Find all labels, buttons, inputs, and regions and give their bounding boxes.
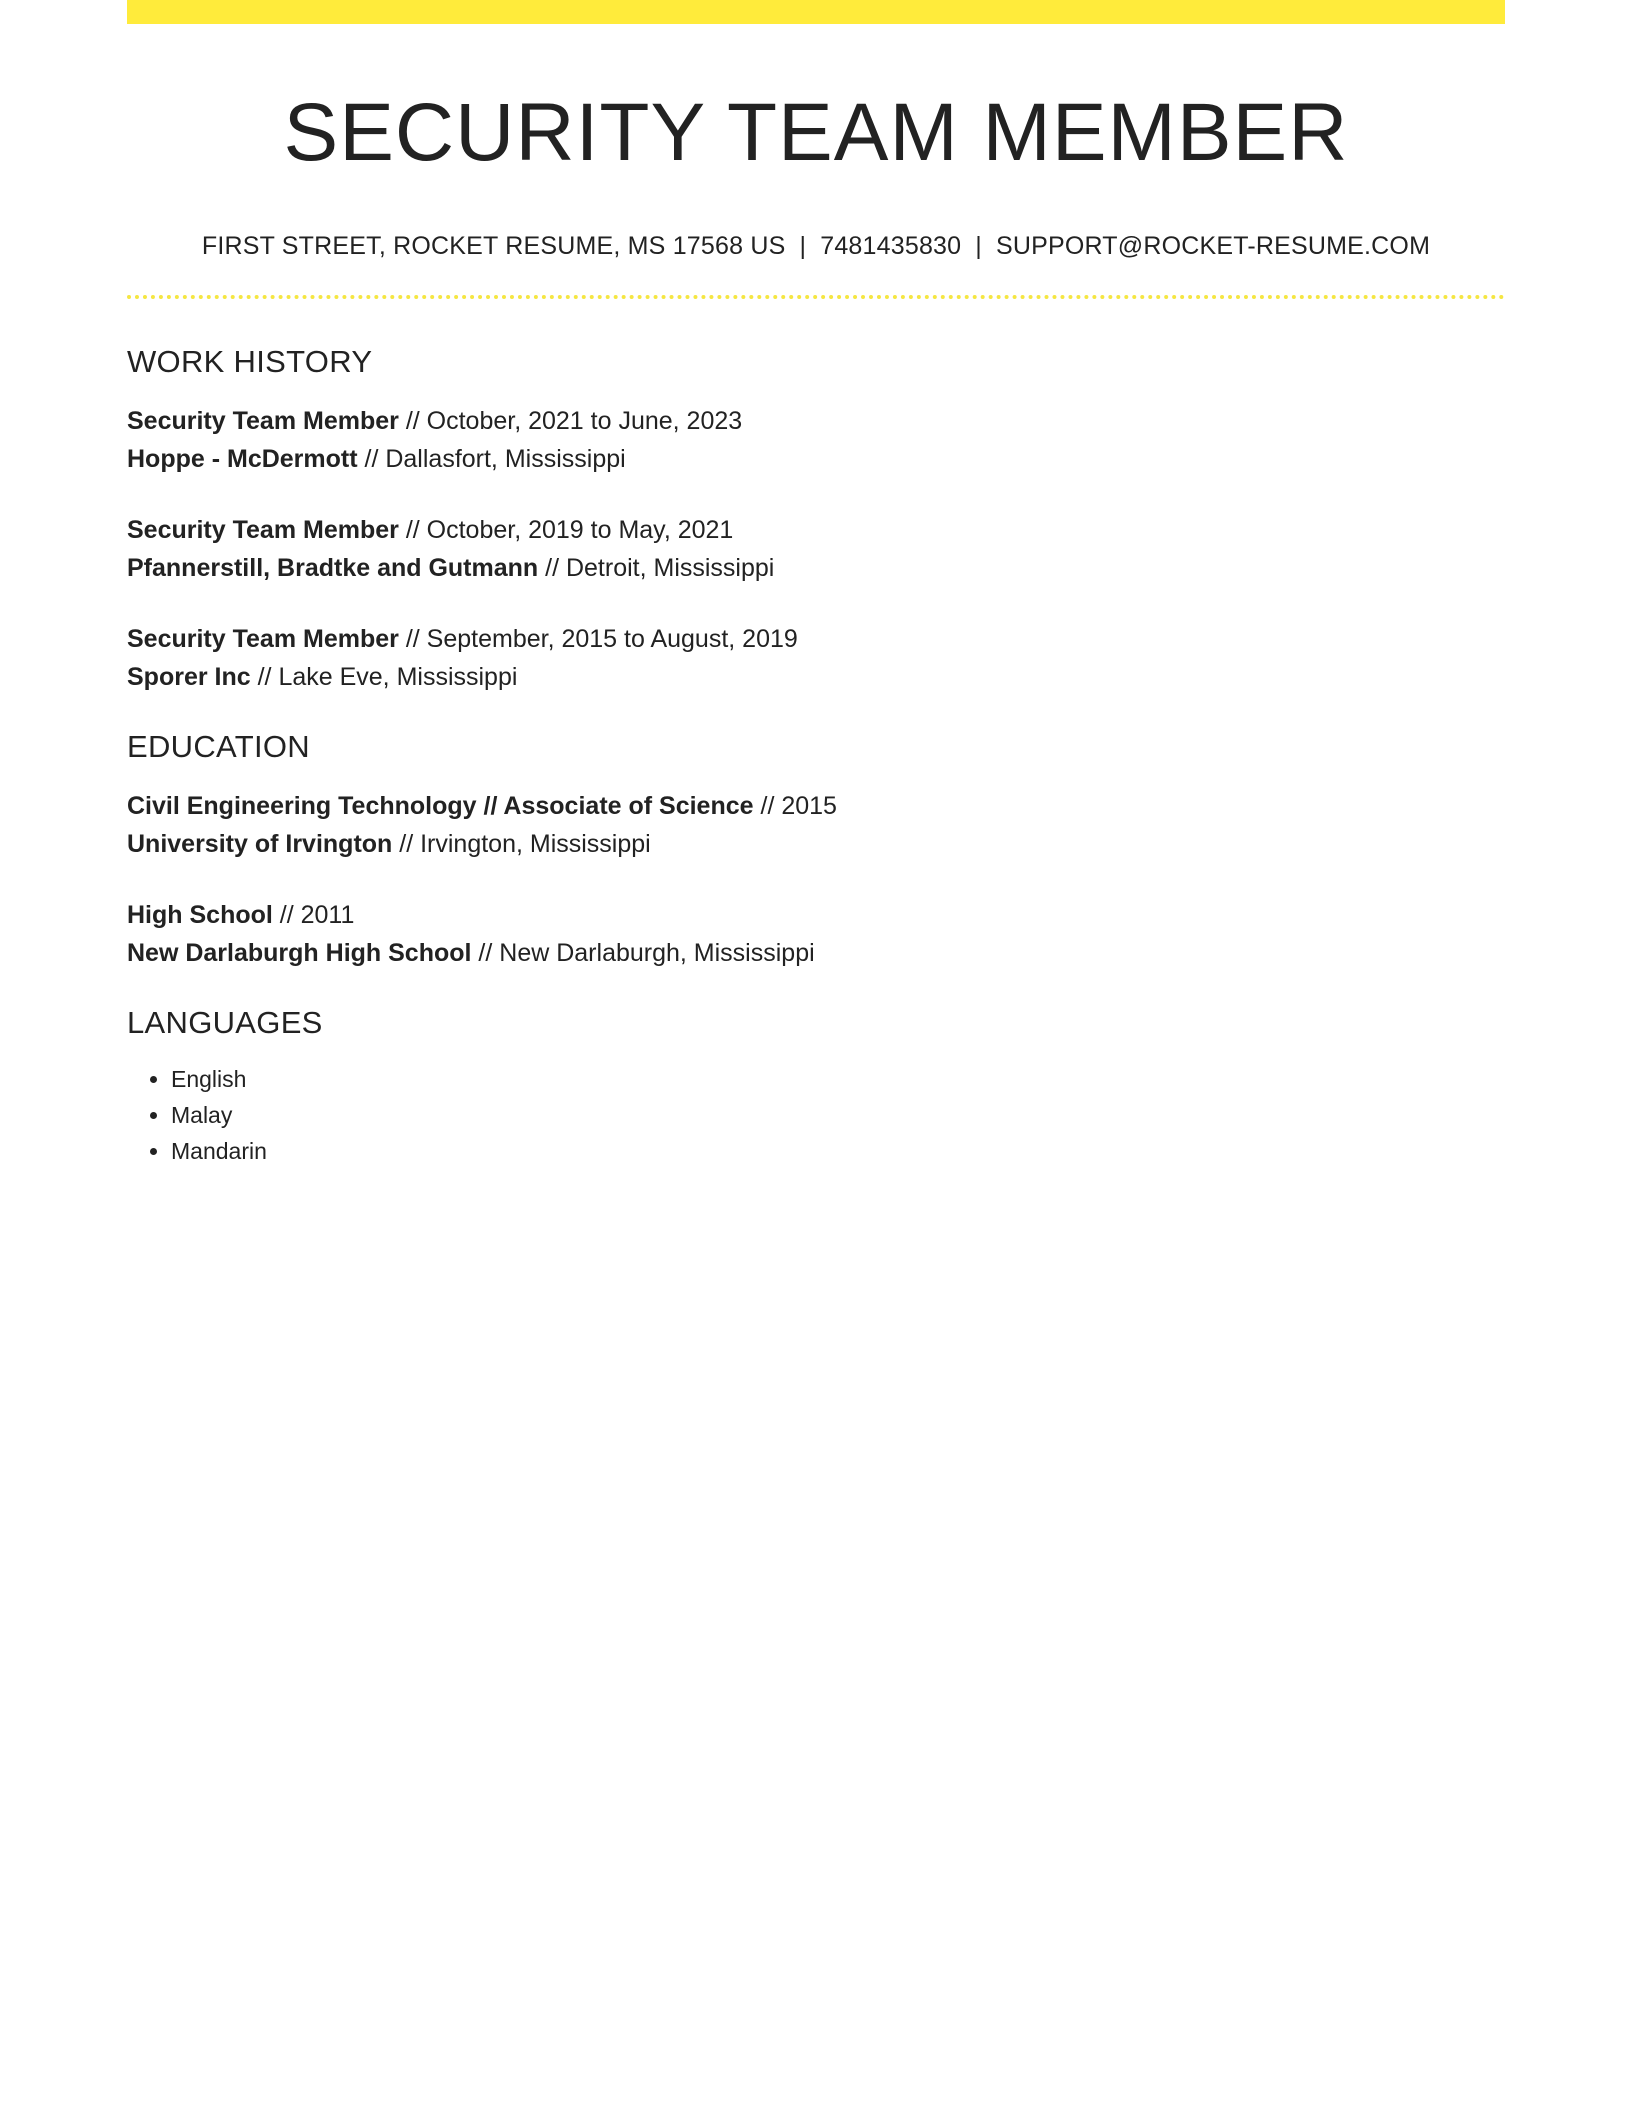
education-section bbox=[127, 728, 1505, 972]
work-entry-company: Sporer Inc bbox=[127, 663, 251, 692]
language-item: • Mandarin bbox=[171, 1133, 1505, 1169]
resume-page bbox=[127, 0, 1505, 1169]
work-entry-role-line bbox=[127, 511, 1505, 549]
education-entry bbox=[127, 896, 1505, 972]
contact-address: FIRST STREET, ROCKET RESUME, MS 17568 US bbox=[201, 232, 786, 261]
education-entry-school: New Darlaburgh High School bbox=[127, 939, 472, 968]
work-entry-location: // Detroit, Mississippi bbox=[538, 554, 775, 583]
contact-separator: | bbox=[975, 232, 982, 261]
work-entry bbox=[127, 511, 1505, 587]
languages-list bbox=[127, 1061, 1505, 1169]
contact-email: SUPPORT@ROCKET-RESUME.COM bbox=[995, 232, 1431, 261]
work-entry-role: Security Team Member bbox=[127, 407, 399, 436]
work-entry-dates: // October, 2021 to June, 2023 bbox=[398, 407, 743, 436]
work-entry-company: Hoppe - McDermott bbox=[127, 445, 358, 474]
section-heading-languages: LANGUAGES bbox=[127, 1005, 323, 1041]
section-heading-work-history: WORK HISTORY bbox=[127, 343, 373, 379]
resume-title: SECURITY TEAM MEMBER bbox=[283, 87, 1349, 178]
education-entry-degree: Civil Engineering Technology // Associate of Science bbox=[127, 792, 754, 821]
contact-line bbox=[127, 230, 1505, 263]
education-entry-school-line bbox=[127, 934, 1505, 972]
education-entry-degree-line bbox=[127, 787, 1505, 825]
section-heading-education: EDUCATION bbox=[127, 729, 310, 765]
education-entry-location: // New Darlaburgh, Mississippi bbox=[471, 939, 815, 968]
education-entry-year: // 2011 bbox=[272, 901, 355, 930]
education-entry-year: // 2015 bbox=[753, 792, 837, 821]
dotted-divider bbox=[127, 295, 1505, 299]
work-history-section bbox=[127, 343, 1505, 696]
education-entry bbox=[127, 787, 1505, 863]
education-entry-degree-line bbox=[127, 896, 1505, 934]
education-entry-school-line bbox=[127, 825, 1505, 863]
work-entry-company-line bbox=[127, 549, 1505, 587]
work-entry-dates: // October, 2019 to May, 2021 bbox=[398, 516, 734, 545]
contact-separator: | bbox=[799, 232, 807, 261]
work-entry-role: Security Team Member bbox=[127, 625, 399, 654]
work-entry bbox=[127, 402, 1505, 478]
accent-top-bar bbox=[127, 0, 1505, 24]
work-entry bbox=[127, 620, 1505, 696]
work-entry-company-line bbox=[127, 658, 1505, 696]
languages-section bbox=[127, 1004, 1505, 1169]
work-entry-location: // Dallasfort, Mississippi bbox=[357, 445, 626, 474]
education-entry-location: // Irvington, Mississippi bbox=[392, 830, 651, 859]
contact-phone: 7481435830 bbox=[820, 232, 962, 261]
language-item: • English bbox=[171, 1061, 1505, 1097]
education-entry-school: University of Irvington bbox=[127, 830, 393, 859]
work-entry-company-line bbox=[127, 440, 1505, 478]
work-entry-role: Security Team Member bbox=[127, 516, 399, 545]
work-entry-location: // Lake Eve, Mississippi bbox=[250, 663, 518, 692]
language-item: • Malay bbox=[171, 1097, 1505, 1133]
work-entry-role-line bbox=[127, 402, 1505, 440]
education-entry-degree: High School bbox=[127, 901, 273, 930]
work-entry-role-line bbox=[127, 620, 1505, 658]
work-entry-dates: // September, 2015 to August, 2019 bbox=[398, 625, 798, 654]
work-entry-company: Pfannerstill, Bradtke and Gutmann bbox=[127, 554, 539, 583]
